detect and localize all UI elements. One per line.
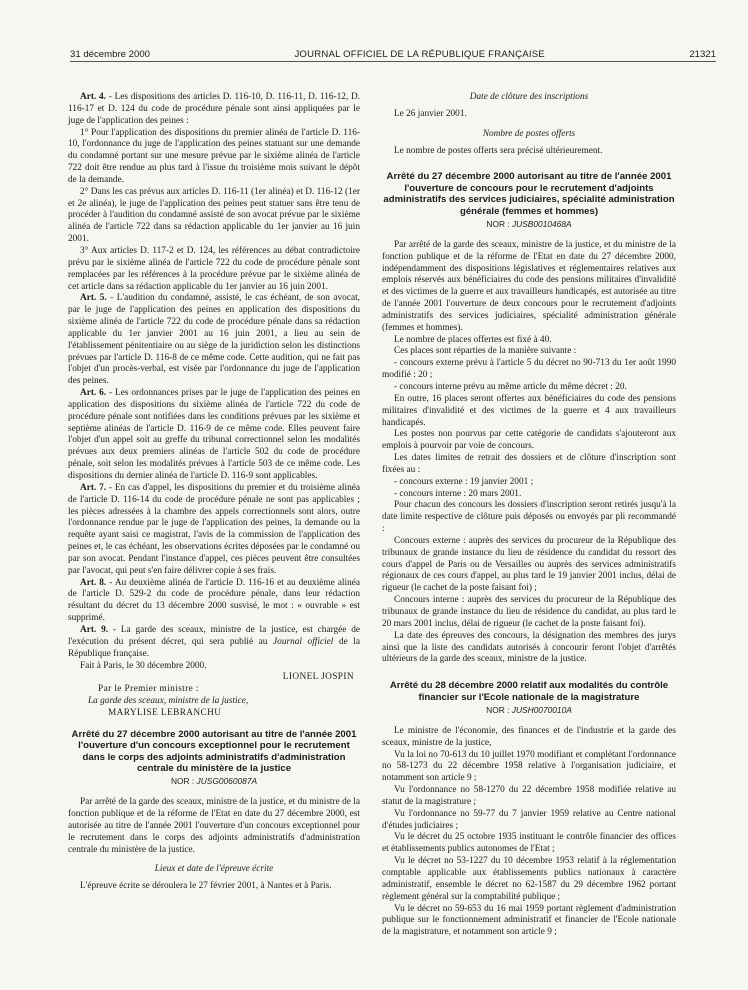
nor-code: JUSG0060087A <box>196 776 258 787</box>
decree2-paragraph: Le nombre de places offertes est fixé à 40. <box>394 334 552 345</box>
decree2-paragraph: Concours externe : auprès des services du procureur de la République des tribunaux de grande instance du lieu de résidence du candidat du ressort des cours d'appel de Paris ou de Versailles ou auprès des services administratifs régionaux de ces cours d'appel, au plus tard le 19 janvier 2001 inclus, délai de rigueur (le cachet de la poste faisant foi) ; <box>382 535 676 594</box>
signatory: LIONEL JOSPIN <box>282 672 354 683</box>
decree2-paragraph: La date des épreuves des concours, la désignation des membres des jurys ainsi que la liste des candidats autorisés à concourir feront l'objet d'arrêtés ultérieurs de la garde des sceaux, ministre de la justice. <box>382 630 676 665</box>
article-4-item-2: 2° Dans les cas prévus aux articles D. 116-11 (1er alinéa) et D. 116-12 (1er et 2e alinéa), le juge de l'application des peines peut statuer sans être tenu de procéder à l'audition du condamné assisté de son avocat prévue par le sixième alinéa de l'article 722 dans sa rédaction applicable du 1er janvier au 16 juin 2001. <box>68 186 360 245</box>
decree2-list-item: - concours interne : 20 mars 2001. <box>394 488 522 499</box>
decree3-title: Arrêté du 28 décembre 2000 relatif aux modalités du contrôle financier sur l'Ecole nationale de la magistrature <box>389 680 669 703</box>
article-label: Art. 8. <box>80 577 107 588</box>
nor-label: NOR : <box>170 776 197 787</box>
decree2-list-item: - concours interne prévu au même article du même décret : 20. <box>394 381 627 392</box>
decree-body: Par arrêté de la garde des sceaux, ministre de la justice, et du ministre de la fonction publique et de la réforme de l'Etat en date du 27 décembre 2000, est autorisée au titre de l'année 2001 l'ouverture d'un concours exceptionnel pour le recrutement dans le corps des adjoints administratifs d'administration centrale du ministère de la justice. <box>68 797 360 855</box>
section-body-lieux: L'épreuve écrite se déroulera le 27 février 2001, à Nantes et à Paris. <box>80 881 332 892</box>
header-title: JOURNAL OFFICIEL DE LA RÉPUBLIQUE FRANÇAISE <box>294 49 545 60</box>
decree2-list-item: - concours externe : 19 janvier 2001 ; <box>394 476 534 487</box>
header-date: 31 décembre 2000 <box>70 49 151 60</box>
article-9 <box>68 625 360 661</box>
nor-code: JUSB0010468A <box>511 219 572 229</box>
decree2-title: Arrêté du 27 décembre 2000 autorisant au titre de l'année 2001 l'ouverture de concours pour le recrutement d'adjoints administratifs des services judiciaires, spécialité administration générale (femmes et hommes) <box>383 171 675 217</box>
minister-role: La garde des sceaux, ministre de la justice, <box>88 696 249 707</box>
nor-label: NOR : <box>486 705 512 716</box>
decree3-paragraph: Vu l'ordonnance no 59-77 du 7 janvier 1959 relative au Centre national d'études judiciaires ; <box>382 808 676 831</box>
decree2-paragraph: En outre, 16 places seront offertes aux bénéficiaires du code des pensions militaires d'invalidité et des victimes de la guerre et 4 aux travailleurs handicapés. <box>382 393 676 428</box>
decree3-paragraph: Vu la loi no 70-613 du 10 juillet 1970 modifiant et complétant l'ordonnance no 58-1273 du 22 décembre 1958 relative à l'organisation judiciaire, et notamment son article 9 ; <box>382 749 676 784</box>
article-text: - Les dispositions des articles D. 116-10, D. 116-11, D. 116-12, D. 116-17 et D. 124 du code de procédure pénale sont ainsi appliquées par le juge de l'application des peines : <box>68 92 360 126</box>
section-heading-lieux: Lieux et date de l'épreuve écrite <box>154 864 274 875</box>
decree2-paragraph: Ces places sont réparties de la manière suivante : <box>394 346 577 357</box>
decree2-nor <box>382 219 676 231</box>
right-column <box>382 92 676 939</box>
header-page-number: 21321 <box>689 49 716 60</box>
article-label: Art. 4. <box>80 92 106 102</box>
decree3-paragraph: Vu l'ordonnance no 58-1270 du 22 décembre 1958 modifiée relative au statut de la magistrature ; <box>382 785 676 807</box>
section-heading-cloture: Date de clôture des inscriptions <box>469 92 589 102</box>
decree3-paragraph: Vu le décret no 59-653 du 16 mai 1959 portant règlement d'administration publique sur le fonctionnement administratif et financier de l'Ecole nationale de la magistrature, et notamment son article 9 ; <box>382 903 676 938</box>
decree2-paragraph: Les postes non pourvus par cette catégorie de candidats s'ajouteront aux emplois à pourvoir par voie de concours. <box>382 429 676 452</box>
nor-code: JUSH0070010A <box>511 705 572 716</box>
article-4-item-1: 1° Pour l'application des dispositions du premier alinéa de l'article D. 116-10, l'ordonnance du juge de l'application des peines statuant sur une demande du condamné portant sur une mesure prévue par le sixième alinéa de l'article 722 doit être rendue au plus tard à l'issue du troisième mois suivant le dépôt de la demande. <box>68 127 360 185</box>
section-heading-postes: Nombre de postes offerts <box>482 128 576 139</box>
decree2-paragraph: Par arrêté de la garde des sceaux, ministre de la justice, et du ministre de la fonction publique et de la réforme de l'Etat en date du 27 décembre 2000, indépendamment des dispositions législatives et réglementaires relatives aux emplois réservés aux bénéficiaires du code des pensions militaires d'invalidité et des victimes de la guerre et aux travailleurs handicapés, est autorisée au titre de l'année 2001 l'ouverture de deux concours pour le recrutement d'adjoints administratifs des services judiciaires, spécialité administration générale (femmes et hommes). <box>382 239 676 333</box>
section-body-postes: Le nombre de postes offerts sera précisé ultérieurement. <box>394 145 603 156</box>
journal-name: Journal officiel <box>273 636 334 647</box>
article-label: Art. 9. <box>80 624 109 635</box>
decree2-list-item: - concours externe prévu à l'article 5 du décret no 90-713 du 1er août 1990 modifié : 20 ; <box>382 358 676 381</box>
minister-name: MARYLISE LEBRANCHU <box>108 707 222 718</box>
article-text: - La garde des sceaux, ministre de la justice, est chargée de l'exécution du présent décret, qui sera publié au <box>68 624 361 647</box>
article-label: Art. 7. <box>80 482 107 493</box>
article-5 <box>68 293 360 388</box>
decree2-paragraph: Concours interne : auprès des services du procureur de la République des tribunaux de grande instance du lieu de résidence du candidat, au plus tard le 20 mars 2001 inclus, délai de rigueur (le cachet de la poste faisant foi). <box>382 595 676 629</box>
left-column <box>68 92 360 893</box>
article-text: - En cas d'appel, les dispositions du premier et du troisième alinéa de l'article D. 116-14 du code de procédure pénale ne sont pas applicables ; les pièces adressées à la chambre des appels correctionnels sont alors, outre l'ordonnance rendue par le juge de l'application des peines, la demande ou la requête ayant saisi ce magistrat, l'avis de la commission de l'application des peines et, le cas échéant, les observations écrites déposées par le condamné ou par son avocat. Pendant l'instance d'appel, ces pièces peuvent être consultées par l'avocat, qui peut s'en faire délivrer copie à ses frais. <box>68 482 360 576</box>
article-6 <box>68 388 360 483</box>
decree2-paragraph: Les dates limites de retrait des dossiers et de clôture d'inscription sont fixées au : <box>382 453 676 475</box>
decree-title: Arrêté du 27 décembre 2000 autorisant au titre de l'année 2001 l'ouverture d'un concours exceptionnel pour le recrutement dans le corps des adjoints administratifs d'administration centrale du ministère de la justice <box>71 728 357 774</box>
article-8 <box>68 578 360 625</box>
article-text: - Au deuxième alinéa de l'article D. 116-16 et au deuxième alinéa de l'article D. 529-2 du code de procédure pénale, dans leur rédaction résultant du décret du 13 décembre 2000 susvisé, le mot : « ouvrable » est supprimé. <box>68 577 360 624</box>
decree3-paragraph: Vu le décret du 25 octobre 1935 instituant le contrôle financier des offices et établissements publics autonomes de l'Etat ; <box>382 832 676 855</box>
decree2-paragraph: Pour chacun des concours les dossiers d'inscription seront retirés jusqu'à la date limite respective de clôture puis déposés ou envoyés par pli recommandé : <box>382 500 676 535</box>
done-at: Fait à Paris, le 30 décembre 2000. <box>80 660 207 671</box>
decree3-paragraph: Le ministre de l'économie, des finances et de l'industrie et la garde des sceaux, ministre de la justice, <box>382 725 676 748</box>
nor-label: NOR : <box>486 219 512 229</box>
running-header <box>70 46 716 62</box>
section-body-cloture: Le 26 janvier 2001. <box>394 108 467 119</box>
article-text: - L'audition du condamné, assisté, le cas échéant, de son avocat, par le juge de l'application des peines en application des dispositions du sixième alinéa de l'article 722 du code de procédure pénale dans sa rédaction applicable du 1er janvier 2001 au 16 juin 2001, a lieu au sein de l'établissement pénitentiaire ou au siège de la juridiction selon les distinctions prévues par l'article D. 116-8 de ce même code. Cette audition, qui ne fait pas l'objet d'un procès-verbal, est visée par l'ordonnance du juge de l'application des peines. <box>68 293 360 387</box>
by-prime-minister: Par le Premier ministre : <box>98 684 199 695</box>
decree3-nor <box>382 705 676 717</box>
article-4-item-3: 3° Aux articles D. 117-2 et D. 124, les références au débat contradictoire prévu par le sixième alinéa de l'article 722 du code de procédure pénale sont remplacées par les références à la procédure prévue par le sixième alinéa de cet article dans sa rédaction applicable du 1er janvier au 16 juin 2001. <box>68 245 360 292</box>
article-label: Art. 6. <box>80 388 107 399</box>
article-4 <box>68 92 360 128</box>
article-text: - Les ordonnances prises par le juge de l'application des peines en application des dispositions du sixième alinéa de l'article 722 du code de procédure pénale sont notifiées dans les conditions prévues par les sixième et septième alinéas de l'article D. 116-9 de ce même code. Elles peuvent faire l'objet d'un appel soit au greffe du tribunal correctionnel selon les modalités prévues aux deux premiers alinéas de l'article 502 du code de procédure pénale, soit selon les modalités prévues à l'article 503 de ce même code. Les dispositions du dernier alinéa de l'article D. 116-9 sont applicables. <box>68 388 360 481</box>
article-text-end: de la République française. <box>68 636 361 659</box>
decree-nor <box>68 776 360 788</box>
decree3-paragraph: Vu le décret no 53-1227 du 10 décembre 1953 relatif à la réglementation comptable applicable aux établissements publics nationaux à caractère administratif, ensemble le décret no 62-1587 du 29 décembre 1962 portant règlement général sur la comptabilité publique ; <box>382 856 676 902</box>
article-7 <box>68 483 360 578</box>
article-label: Art. 5. <box>80 293 107 304</box>
